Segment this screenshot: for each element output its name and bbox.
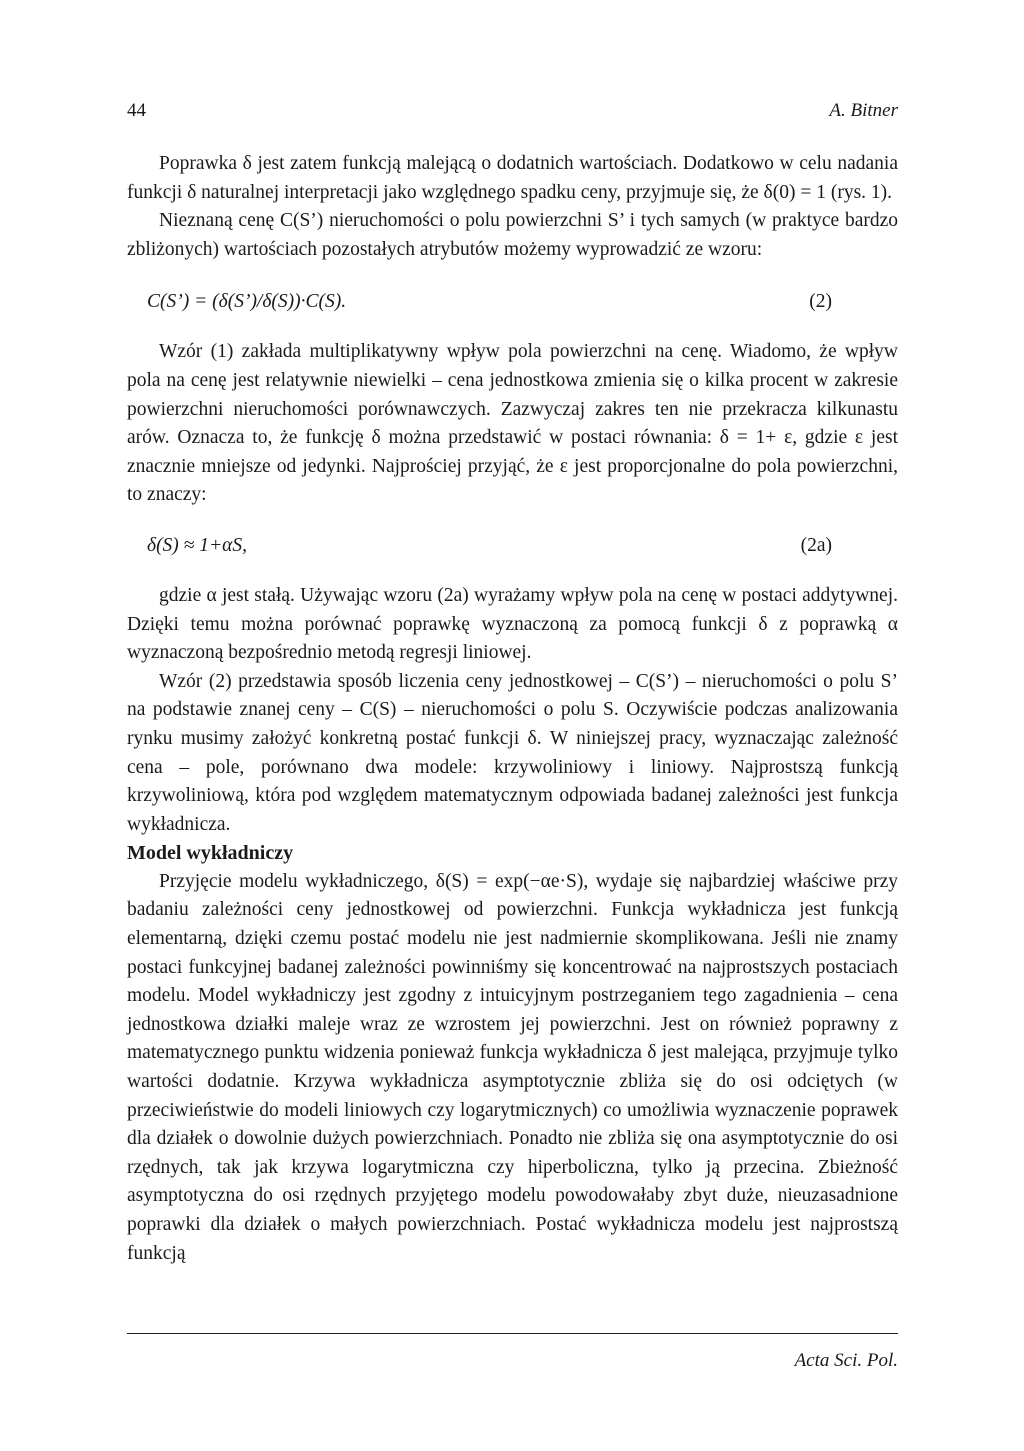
paragraph-formula-2-explanation: Wzór (2) przedstawia sposób liczenia ceny jednostkowej – C(S’) – nieruchomości o polu S’ na podstawie znanej ceny – C(S) – nieruchomości o polu S. Oczywiście podczas analizowania rynku musimy założyć konkretną postać funkcji δ. W niniejszej pracy, wyznaczając zależność cena – pole, porównano dwa modele: krzywoliniowy i liniowy. Najprostszą funkcją krzywoliniową, która pod względem matematycznym odpowiada badanej zależności jest funkcja wykładnicza. [127,670,898,835]
equation-2a [127,510,898,582]
running-author: A. Bitner [829,100,898,121]
equation-2a-formula: δ(S) ≈ 1+αS, [147,534,248,556]
equation-2a-number: (2a) [800,534,832,556]
paragraph-unknown-price: Nieznaną cenę C(S’) nieruchomości o polu powierzchni S’ i tych samych (w praktyce bardzo zbliżonych) wartościach pozostałych atrybutów możemy wyprowadzić ze wzoru: [127,210,898,260]
paragraph-alpha-constant: gdzie α jest stałą. Używając wzoru (2a) wyrażamy wpływ pola na cenę w postaci addytywnej. Dzięki temu można porównać poprawkę wyznaczoną za pomocą funkcji δ z poprawką α wyznaczoną bezpośrednio metodą regresji liniowej. [127,584,898,664]
page-header [127,100,898,130]
page-number: 44 [127,100,146,121]
equation-2-number: (2) [809,291,832,313]
journal-name: Acta Sci. Pol. [794,1350,898,1371]
equation-2 [127,266,898,338]
footer-divider [127,1333,898,1334]
paragraph-exponential-model: Przyjęcie modelu wykładniczego, δ(S) = exp(−αe·S), wydaje się najbardziej właściwe przy badaniu zależności ceny jednostkowej od powierzchni. Funkcja wykładnicza jest funkcją elementarną, dzięki czemu postać modelu nie jest nadmiernie skomplikowana. Jeśli nie znamy postaci funkcyjnej badanej zależności powinniśmy się koncentrować na najprostszych postaciach modelu. Model wykładniczy jest zgodny z intuicyjnym postrzeganiem tego zagadnienia – cena jednostkowa działki maleje wraz ze wzrostem jej powierzchni. Jest on również poprawny z matematycznego punktu widzenia ponieważ funkcja wykładnicza δ jest malejąca, przyjmuje tylko wartości dodatnie. Krzywa wykładnicza asymptotycznie zbliża się do osi odciętych (w przeciwieństwie do modeli liniowych czy logarytmicznych) co umożliwia wyznaczenie poprawek dla działek o dowolnie dużych powierzchniach. Ponadto nie zbliża się ona asymptotycznie do osi rzędnych, tak jak krzywa logarytmiczna czy hiperboliczna, tylko ją przecina. Zbieżność asymptotyczna do osi rzędnych przyjętego modelu powodowałaby zbyt duże, nieuzasadnione poprawki dla działek o małych powierzchniach. Postać wykładnicza modelu jest najprostszą funkcją [127,870,898,1264]
body-text [127,150,898,1268]
paragraph-delta-decreasing: Poprawka δ jest zatem funkcją malejącą o dodatnich wartościach. Dodatkowo w celu nadania funkcji δ naturalnej interpretacji jako względnego spadku ceny, przyjmuje się, że δ(0) = 1 (rys. 1). [127,153,898,203]
paragraph-multiplicative-effect: Wzór (1) zakłada multiplikatywny wpływ pola powierzchni na cenę. Wiadomo, że wpływ pola na cenę jest relatywnie niewielki – cena jednostkowa zmienia się o kilka procent w zakresie powierzchni nieruchomości porównawczych. Zazwyczaj zakres ten nie przekracza kilkunastu arów. Oznacza to, że funkcję δ można przedstawić w postaci równania: δ = 1+ ε, gdzie ε jest znacznie mniejsze od jedynki. Najprościej przyjąć, że ε jest proporcjonalne do pola powierzchni, to znaczy: [127,341,898,506]
equation-2-formula: C(S’) = (δ(S’)/δ(S))·C(S). [147,291,347,313]
section-title: Model wykładniczy [127,842,294,865]
